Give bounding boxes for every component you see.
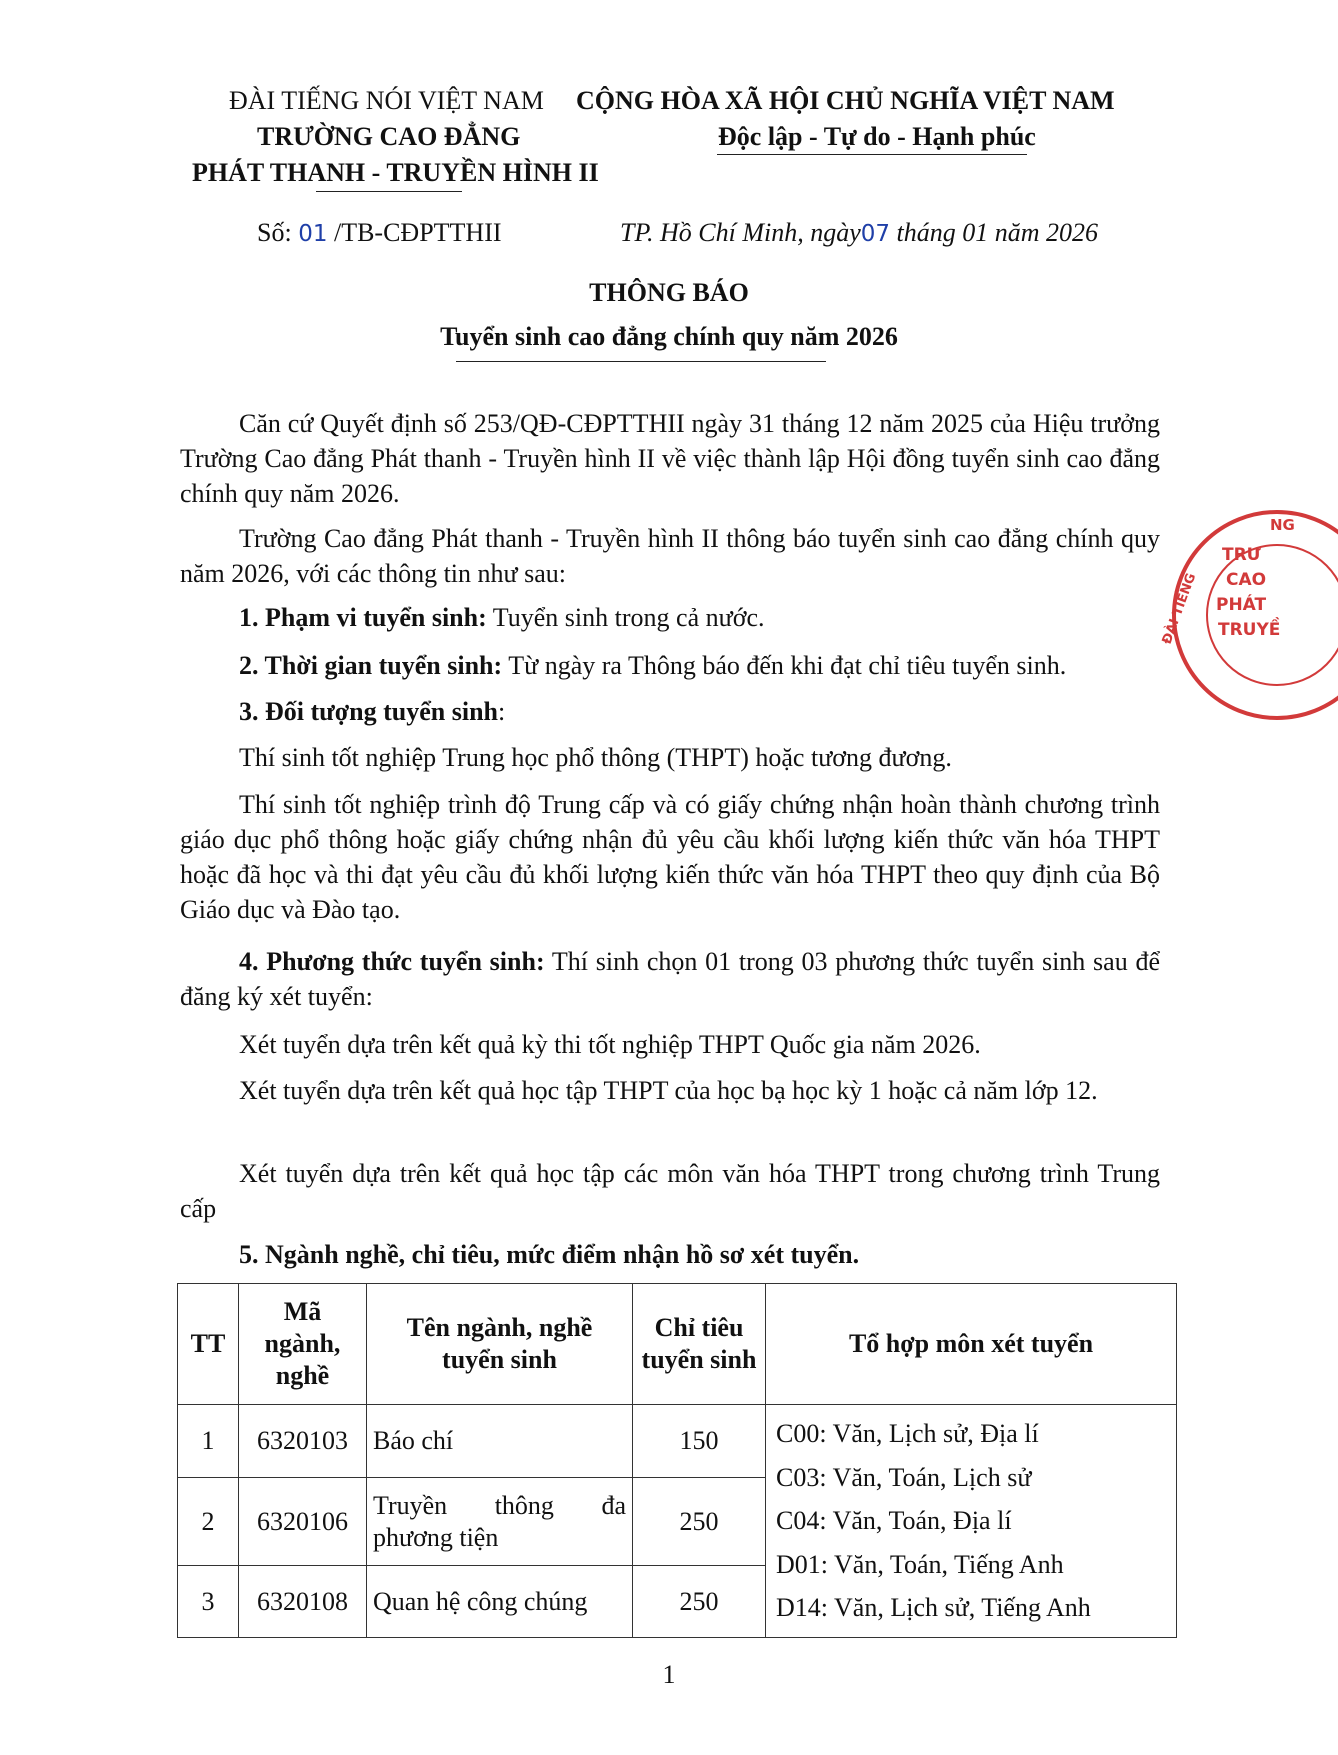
section-5-heading: 5. Ngành nghề, chỉ tiêu, mức điểm nhận hồ sơ xét tuyển. — [239, 1240, 860, 1269]
header-name: Tên ngành, nghề tuyển sinh — [367, 1284, 633, 1405]
combo-item: D14: Văn, Lịch sử, Tiếng Anh — [776, 1593, 1091, 1623]
seal-text-1: TRƯ — [1222, 545, 1261, 565]
handwritten-number: 01 — [298, 221, 328, 247]
header-combo: Tổ hợp môn xét tuyển — [766, 1284, 1177, 1405]
method-2: Xét tuyển dựa trên kết quả học tập THPT của học bạ học kỳ 1 hoặc cả năm lớp 12. — [239, 1076, 1098, 1105]
section-1-text: Tuyển sinh trong cả nước. — [486, 603, 765, 632]
admission-table — [177, 1283, 1177, 1638]
seal-outer-ring — [1174, 512, 1338, 718]
subtitle-underline — [456, 361, 826, 362]
page-title: THÔNG BÁO — [589, 278, 749, 307]
national-title: CỘNG HÒA XÃ HỘI CHỦ NGHĨA VIỆT NAM — [576, 86, 1115, 115]
combo-item: C00: Văn, Lịch sử, Địa lí — [776, 1419, 1039, 1449]
school-underline — [316, 191, 462, 192]
motto-underline — [717, 154, 1027, 155]
school-name-line1: TRƯỜNG CAO ĐẲNG — [257, 122, 521, 151]
row-tt: 2 — [178, 1478, 239, 1566]
school-name-line2: PHÁT THANH - TRUYỀN HÌNH II — [192, 158, 599, 187]
row-name: Truyền thông đa phương tiện — [367, 1478, 633, 1566]
seal-text-4: TRUYỀ — [1218, 620, 1281, 640]
combo-item: D01: Văn, Toán, Tiếng Anh — [776, 1549, 1064, 1579]
section-2-text: Từ ngày ra Thông báo đến khi đạt chỉ tiêu tuyển sinh. — [502, 651, 1067, 680]
header-tt: TT — [178, 1284, 239, 1405]
combo-item: C04: Văn, Toán, Địa lí — [776, 1506, 1012, 1536]
row-name: Báo chí — [367, 1405, 633, 1478]
section-3-paragraph-1: Thí sinh tốt nghiệp Trung học phổ thông (THPT) hoặc tương đương. — [239, 743, 952, 772]
method-3: Xét tuyển dựa trên kết quả học tập các môn văn hóa THPT trong chương trình Trung cấp — [180, 1159, 1160, 1223]
seal-inner-ring — [1207, 545, 1338, 685]
document-number: Số: 01 /TB-CĐPTTHII — [257, 218, 502, 247]
section-3-heading: 3. Đối tượng tuyển sinh — [239, 697, 498, 726]
row-code: 6320108 — [239, 1566, 367, 1638]
page-subtitle: Tuyển sinh cao đẳng chính quy năm 2026 — [440, 322, 898, 351]
document-date: TP. Hồ Chí Minh, ngày07 tháng 01 năm 2026 — [620, 218, 1099, 247]
combo-item: C03: Văn, Toán, Lịch sử — [776, 1462, 1032, 1492]
seal-text-3: PHÁT — [1216, 595, 1267, 615]
page-number: 1 — [662, 1660, 676, 1689]
row-quota: 150 — [633, 1405, 766, 1478]
official-seal — [1152, 505, 1312, 725]
section-4 — [180, 944, 1160, 1014]
header-quota: Chỉ tiêu tuyển sinh — [633, 1284, 766, 1405]
row-name: Quan hệ công chúng — [367, 1566, 633, 1638]
section-4-text: Thí sinh chọn 01 trong 03 phương thức tuyển sinh sau để đăng ký xét tuyển: — [180, 947, 1160, 1011]
row-quota: 250 — [633, 1566, 766, 1638]
section-1 — [239, 601, 765, 635]
agency-name: ĐÀI TIẾNG NÓI VIỆT NAM — [229, 86, 544, 115]
method-1: Xét tuyển dựa trên kết quả kỳ thi tốt nghiệp THPT Quốc gia năm 2026. — [239, 1030, 981, 1059]
row-quota: 250 — [633, 1478, 766, 1566]
section-2-heading: 2. Thời gian tuyển sinh: — [239, 651, 503, 680]
seal-text-2: CAO — [1226, 570, 1267, 590]
section-3: 3. Đối tượng tuyển sinh: — [239, 697, 506, 726]
intro-paragraph-1: Căn cứ Quyết định số 253/QĐ-CĐPTTHII ngày 31 tháng 12 năm 2025 của Hiệu trưởng Trường Cao đẳng Phát thanh - Truyền hình II về việc thành lập Hội đồng tuyển sinh cao đẳng chính quy năm 2026. — [180, 409, 1160, 508]
intro-paragraph-2: Trường Cao đẳng Phát thanh - Truyền hình II thông báo tuyển sinh cao đẳng chính quy năm 2026, với các thông tin như sau: — [180, 524, 1160, 588]
row-code: 6320103 — [239, 1405, 367, 1478]
row-code: 6320106 — [239, 1478, 367, 1566]
section-4-heading: 4. Phương thức tuyển sinh: — [239, 947, 545, 976]
section-1-heading: 1. Phạm vi tuyển sinh: — [239, 603, 487, 632]
national-motto: Độc lập - Tự do - Hạnh phúc — [718, 122, 1036, 151]
section-2 — [239, 649, 1066, 683]
header-code: Mã ngành, nghề — [239, 1284, 367, 1405]
row-tt: 1 — [178, 1405, 239, 1478]
seal-arc-text: ĐÀI TIẾNG — [1159, 571, 1200, 647]
handwritten-day: 07 — [860, 221, 891, 247]
section-3-paragraph-2: Thí sinh tốt nghiệp trình độ Trung cấp và có giấy chứng nhận hoàn thành chương trình giáo dục phổ thông hoặc giấy chứng nhận đủ yêu cầu khối lượng kiến thức văn hóa THPT hoặc đã học và thi đạt yêu cầu đủ khối lượng kiến thức văn hóa THPT theo quy định của Bộ Giáo dục và Đào tạo. — [180, 790, 1160, 924]
row-tt: 3 — [178, 1566, 239, 1638]
combo-cell — [766, 1405, 1177, 1638]
table-row — [178, 1405, 1177, 1478]
seal-text-0: NG — [1270, 516, 1295, 534]
table-header-row — [178, 1284, 1177, 1405]
